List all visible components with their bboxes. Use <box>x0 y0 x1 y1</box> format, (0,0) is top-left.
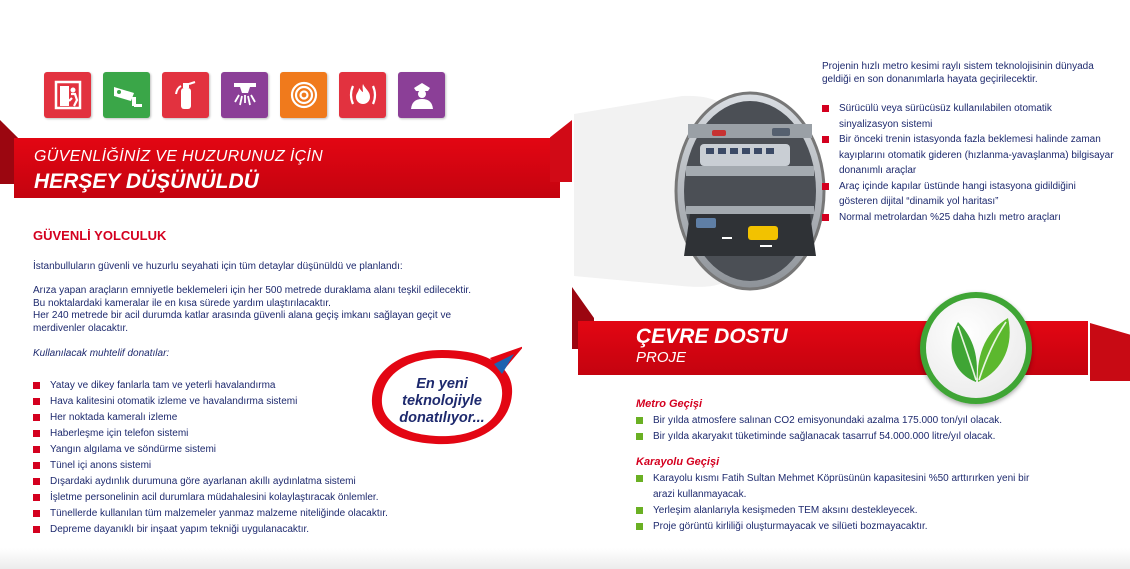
list-item: Proje görüntü kirliliği oluşturmayacak ve silüeti bozmayacaktır. <box>636 519 1076 535</box>
metro-list <box>636 413 1076 445</box>
bubble-line-2: teknolojiyle <box>402 393 482 409</box>
safety-banner-subtitle: GÜVENLİĞİNİZ VE HUZURUNUZ İÇİN <box>34 148 324 165</box>
emergency-exit-icon <box>44 72 91 118</box>
list-item: Haberleşme için telefon sistemi <box>33 426 388 442</box>
safe-travel-intro: İstanbulluların güvenli ve huzurlu seyahati için tüm detaylar düşünüldü ve planlandı: <box>33 261 403 272</box>
body-line: merdivenler olacaktır. <box>33 322 129 334</box>
list-item: Bir yılda akaryakıt tüketiminde sağlanacak tasarruf 54.000.000 litre/yıl olacak. <box>636 429 1076 445</box>
section-heading-safe-travel: GÜVENLİ YOLCULUK <box>33 228 167 243</box>
bubble-text <box>382 376 502 427</box>
list-item: Her noktada kameralı izleme <box>33 410 388 426</box>
intro-line: Projenin hızlı metro kesimi raylı sistem teknolojisinin dünyada <box>822 61 1094 72</box>
list-item: Yangın algılama ve söndürme sistemi <box>33 442 388 458</box>
metro-technology-intro <box>822 60 1122 86</box>
equipment-title: Kullanılacak muhtelif donatılar: <box>33 348 170 359</box>
list-item: İşletme personelinin acil durumlara müdahalesini kolaylaştıracak önlemler. <box>33 490 388 506</box>
list-item: Hava kalitesini otomatik izleme ve havalandırma sistemi <box>33 394 388 410</box>
camera-icon <box>103 72 150 118</box>
list-item: Araç içinde kapılar üstünde hangi istasyona gidildiğini gösteren dijital “dinamik yol haritası” <box>822 179 1102 210</box>
list-item: Yatay ve dikey fanlarla tam ve yeterli havalandırma <box>33 378 388 394</box>
page-bottom-shadow <box>0 548 1130 569</box>
technology-speech-bubble <box>362 344 522 452</box>
fire-extinguisher-icon <box>162 72 209 118</box>
bubble-line-1: En yeni <box>416 376 468 392</box>
tunnel-illustration <box>572 86 827 291</box>
metro-features-list <box>822 101 1127 225</box>
highway-list <box>636 471 1076 535</box>
eco-banner-subtitle: PROJE <box>636 349 687 366</box>
eco-banner-title: ÇEVRE DOSTU <box>636 325 788 348</box>
highway-heading: Karayolu Geçişi <box>636 456 720 468</box>
fire-alarm-icon <box>339 72 386 118</box>
fire-hose-icon <box>280 72 327 118</box>
intro-line: geldiği en son donanımlarla hayata geçirilecektir. <box>822 74 1038 85</box>
security-staff-icon <box>398 72 445 118</box>
safe-travel-body <box>33 285 513 335</box>
body-line: Arıza yapan araçların emniyetle beklemeleri için her 500 metrede duraklama alanı teşkil edilecektir. <box>33 285 471 296</box>
list-item: Dışardaki aydınlık durumuna göre ayarlanan akıllı aydınlatma sistemi <box>33 474 388 490</box>
sprinkler-icon <box>221 72 268 118</box>
body-line: Her 240 metrede bir acil durumda katlar arasında güvenli alana geçiş imkanı sağlayan geçit ve <box>33 310 452 321</box>
list-item: Tünellerde kullanılan tüm malzemeler yanmaz malzeme niteliğinde olacaktır. <box>33 506 388 522</box>
list-item: Yerleşim alanlarıyla kesişmeden TEM aksını destekleyecek. <box>636 503 1076 519</box>
safety-banner <box>0 117 572 203</box>
list-item: Bir yılda atmosfere salınan CO2 emisyonundaki azalma 175.000 ton/yıl olacak. <box>636 413 1076 429</box>
bubble-line-3: donatılıyor... <box>399 410 485 426</box>
body-line: Bu noktalardaki kameralar ile en kısa sürede yardım ulaştırılacaktır. <box>33 297 331 309</box>
list-item: Bir önceki trenin istasyonda fazla beklemesi halinde zaman kayıplarını otomatik gideren (hızlanma-yavaşlanma) bilgisayar donanımlı araçlar <box>822 132 1127 179</box>
safety-icons-row <box>44 72 445 118</box>
safety-banner-title: HERŞEY DÜŞÜNÜLDÜ <box>34 170 259 193</box>
list-item: Tünel içi anons sistemi <box>33 458 388 474</box>
eco-leaf-icon <box>920 292 1032 404</box>
eco-banner <box>572 285 1130 397</box>
list-item: Depreme dayanıklı bir inşaat yapım tekniği uygulanacaktır. <box>33 522 388 538</box>
metro-heading: Metro Geçişi <box>636 398 703 410</box>
list-item: Normal metrolardan %25 daha hızlı metro araçları <box>822 210 1122 226</box>
list-item: Karayolu kısmı Fatih Sultan Mehmet Köprüsünün kapasitesini %50 arttırırken yeni bir arazi kullanmayacak. <box>636 471 1036 503</box>
equipment-list <box>33 378 388 538</box>
list-item: Sürücülü veya sürücüsüz kullanılabilen otomatik sinyalizasyon sistemi <box>822 101 1052 132</box>
